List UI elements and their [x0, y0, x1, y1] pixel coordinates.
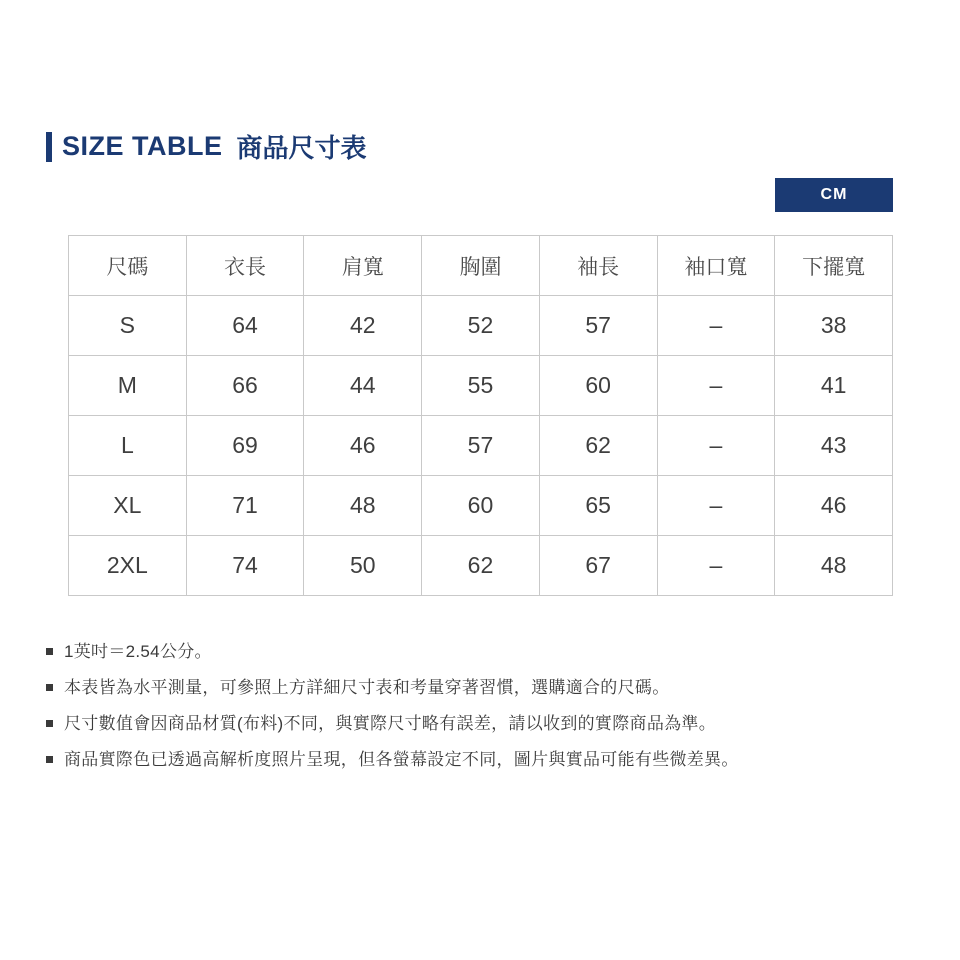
cell-value: 52: [422, 296, 540, 356]
note-item: [46, 749, 926, 770]
table-row: [69, 356, 893, 416]
cell-value: 62: [422, 536, 540, 596]
cell-value: 46: [304, 416, 422, 476]
unit-cm-badge: CM: [775, 178, 893, 212]
title-english: SIZE TABLE: [62, 131, 223, 161]
note-text: 本表皆為水平測量，可參照上方詳細尺寸表和考量穿著習慣，選購適合的尺碼。: [64, 678, 670, 697]
table-row: [69, 296, 893, 356]
cell-size: L: [69, 416, 187, 476]
cell-value: 60: [422, 476, 540, 536]
header-size: 尺碼: [69, 236, 187, 296]
cell-value: 57: [422, 416, 540, 476]
cell-value: 38: [775, 296, 893, 356]
cell-value: –: [657, 536, 775, 596]
bullet-square-icon: [46, 648, 53, 655]
cell-value: 46: [775, 476, 893, 536]
cell-value: 55: [422, 356, 540, 416]
header-cuff-width: 袖口寬: [657, 236, 775, 296]
title-accent-bar: [46, 132, 52, 162]
cell-value: –: [657, 356, 775, 416]
cell-value: 50: [304, 536, 422, 596]
cell-value: 57: [539, 296, 657, 356]
table-header-row: [69, 236, 893, 296]
cell-value: 62: [539, 416, 657, 476]
cell-value: 41: [775, 356, 893, 416]
note-item: [46, 713, 926, 734]
cell-size: XL: [69, 476, 187, 536]
note-text: 尺寸數值會因商品材質(布料)不同，與實際尺寸略有誤差，請以收到的實際商品為準。: [64, 714, 717, 733]
note-item: [46, 641, 926, 662]
bullet-square-icon: [46, 720, 53, 727]
cell-value: 69: [186, 416, 304, 476]
cell-size: M: [69, 356, 187, 416]
header-hem-width: 下擺寬: [775, 236, 893, 296]
note-text: 1英吋＝2.54公分。: [64, 642, 212, 661]
cell-value: –: [657, 476, 775, 536]
cell-value: 48: [304, 476, 422, 536]
cell-size: S: [69, 296, 187, 356]
header-sleeve-length: 袖長: [539, 236, 657, 296]
bullet-square-icon: [46, 756, 53, 763]
cell-value: –: [657, 416, 775, 476]
header-body-length: 衣長: [186, 236, 304, 296]
unit-badge-row: [68, 178, 893, 212]
note-item: [46, 677, 926, 698]
notes-list: [46, 641, 926, 785]
cell-value: –: [657, 296, 775, 356]
cell-value: 64: [186, 296, 304, 356]
cell-value: 67: [539, 536, 657, 596]
cell-value: 44: [304, 356, 422, 416]
note-text: 商品實際色已透過高解析度照片呈現，但各螢幕設定不同，圖片與實品可能有些微差異。: [64, 750, 739, 769]
header-chest: 胸圍: [422, 236, 540, 296]
page-title: [46, 128, 367, 165]
header-shoulder-width: 肩寬: [304, 236, 422, 296]
title-chinese: 商品尺寸表: [236, 133, 367, 163]
cell-value: 60: [539, 356, 657, 416]
cell-value: 65: [539, 476, 657, 536]
size-table: [68, 235, 893, 596]
cell-value: 74: [186, 536, 304, 596]
cell-size: 2XL: [69, 536, 187, 596]
cell-value: 42: [304, 296, 422, 356]
cell-value: 43: [775, 416, 893, 476]
table-row: [69, 536, 893, 596]
cell-value: 71: [186, 476, 304, 536]
table-row: [69, 476, 893, 536]
cell-value: 48: [775, 536, 893, 596]
bullet-square-icon: [46, 684, 53, 691]
cell-value: 66: [186, 356, 304, 416]
table-row: [69, 416, 893, 476]
